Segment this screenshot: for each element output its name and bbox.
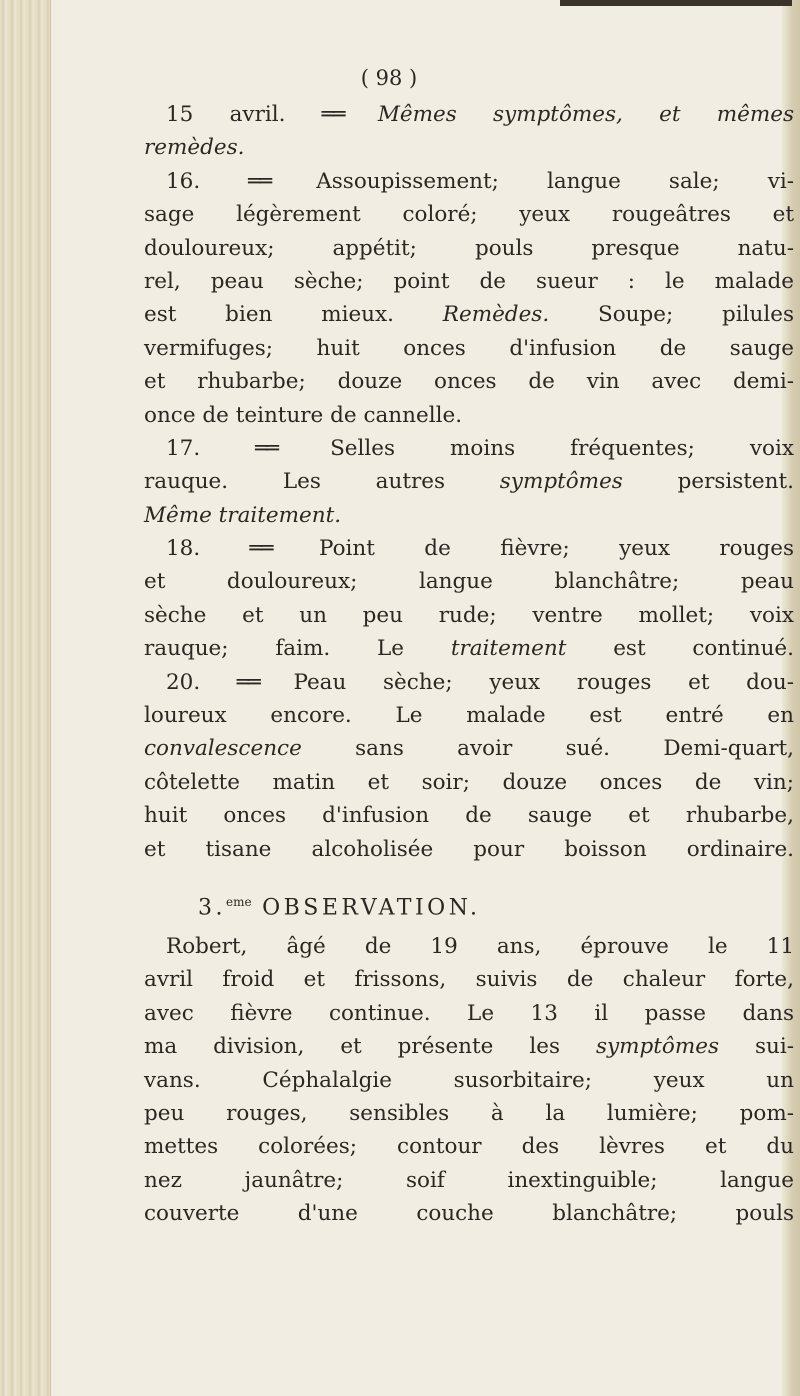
text-line: [144, 1097, 794, 1130]
line-italic-text: remèdes.: [144, 135, 245, 161]
text-line: [144, 98, 794, 131]
line-text: sui-: [719, 1034, 794, 1060]
line-text: vermifuges; huit onces d'infusion de sauge: [144, 335, 794, 361]
text-line: [144, 232, 794, 265]
text-line: [144, 499, 794, 532]
text-line: [144, 399, 794, 432]
text-line: [144, 833, 794, 866]
line-text: Selles moins fréquentes; voix: [330, 435, 794, 461]
line-text: ma division, et présente les: [144, 1034, 596, 1060]
text-line: [144, 699, 794, 732]
line-text: Robert, âgé de 19 ans, éprouve le 11: [166, 933, 794, 959]
text-line: [144, 565, 794, 598]
entry-dash: ══: [248, 168, 317, 194]
text-line: [144, 432, 794, 465]
line-text: loureux encore. Le malade est entré en: [144, 703, 794, 729]
text-line: [144, 997, 794, 1030]
text-line: [144, 930, 794, 963]
entry-dash: ══: [249, 536, 319, 562]
entry-dash: ══: [255, 435, 331, 461]
line-text: persistent.: [622, 469, 794, 495]
page-number: ( 98 ): [360, 66, 418, 90]
line-text: rel, peau sèche; point de sueur : le malade: [144, 268, 794, 294]
line-text: et tisane alcoholisée pour boisson ordinaire.: [144, 836, 794, 862]
line-text: et douloureux; langue blanchâtre; peau: [144, 569, 794, 595]
line-text: est bien mieux.: [144, 302, 443, 328]
text-line: [144, 666, 794, 699]
line-text: 16.: [166, 168, 249, 194]
line-text: huit onces d'infusion de sauge et rhubarbe,: [144, 803, 794, 829]
line-italic-text: convalescence: [144, 736, 302, 762]
line-italic-text: symptômes: [595, 1034, 720, 1060]
line-text: nez jaunâtre; soif inextinguible; langue: [144, 1167, 794, 1193]
text-block-1: [144, 98, 794, 866]
line-text: avec fièvre continue. Le 13 il passe dans: [144, 1000, 794, 1026]
line-text: 18.: [166, 536, 250, 562]
text-line: [144, 131, 794, 164]
text-line: [144, 365, 794, 398]
line-text: Point de fièvre; yeux rouges: [318, 536, 794, 562]
line-text: Soupe; pilules: [549, 302, 794, 328]
line-text: 15 avril.: [166, 102, 322, 127]
text-line: [144, 963, 794, 996]
entry-dash: ══: [321, 102, 378, 127]
text-line: [144, 766, 794, 799]
line-text: once de teinture de cannelle.: [144, 402, 463, 428]
text-line: [144, 732, 794, 765]
line-text: côtelette matin et soir; douze onces de vin;: [144, 769, 794, 795]
line-italic-text: symptômes: [499, 469, 623, 495]
line-text: 20.: [166, 669, 237, 695]
text-block-2: [144, 930, 794, 1231]
text-line: [144, 632, 794, 665]
text-line: [144, 198, 794, 231]
line-text: et rhubarbe; douze onces de vin avec demi-: [144, 369, 794, 395]
line-text: sans avoir sué. Demi-quart,: [301, 736, 794, 762]
line-text: Assoupissement; langue sale; vi-: [316, 168, 794, 194]
line-italic-text: Mêmes symptômes, et mêmes: [377, 102, 794, 127]
observation-title: OBSERVATION.: [262, 895, 481, 921]
text-line: [144, 465, 794, 498]
binding-gutter: [0, 0, 51, 1396]
text-line: [144, 1030, 794, 1063]
observation-suffix: eme: [226, 894, 252, 909]
text-line: [144, 532, 794, 565]
line-text: sage légèrement coloré; yeux rougeâtres et: [144, 202, 794, 228]
line-text: couverte d'une couche blanchâtre; pouls: [144, 1201, 794, 1227]
text-line: [144, 332, 794, 365]
text-line: [144, 799, 794, 832]
text-line: [144, 265, 794, 298]
observation-number: 3.: [198, 895, 226, 921]
line-italic-text: Remèdes.: [442, 302, 550, 328]
line-text: mettes colorées; contour des lèvres et du: [144, 1134, 794, 1160]
text-line: [144, 165, 794, 198]
line-italic-text: traitement: [450, 636, 567, 662]
line-text: est continué.: [566, 636, 794, 662]
line-text: avril froid et frissons, suivis de chaleur forte,: [144, 967, 794, 993]
line-text: rauque. Les autres: [144, 469, 500, 495]
line-text: douloureux; appétit; pouls presque natu-: [144, 235, 794, 261]
line-text: rauque; faim. Le: [144, 636, 451, 662]
text-line: [144, 1064, 794, 1097]
line-text: peu rouges, sensibles à la lumière; pom-: [144, 1100, 794, 1126]
line-text: vans. Céphalalgie susorbitaire; yeux un: [144, 1067, 794, 1093]
text-line: [144, 298, 794, 331]
entry-dash: ══: [236, 669, 294, 695]
line-text: sèche et un peu rude; ventre mollet; voix: [144, 602, 794, 628]
line-italic-text: Même traitement.: [144, 502, 342, 528]
book-page: [144, 58, 794, 1231]
line-text: 17.: [166, 435, 256, 461]
text-line: [144, 599, 794, 632]
line-text: Peau sèche; yeux rouges et dou-: [293, 669, 794, 695]
top-rule: [560, 0, 792, 6]
text-line: [144, 1164, 794, 1197]
text-line: [144, 1197, 794, 1230]
observation-heading: [144, 884, 794, 920]
text-line: [144, 1130, 794, 1163]
